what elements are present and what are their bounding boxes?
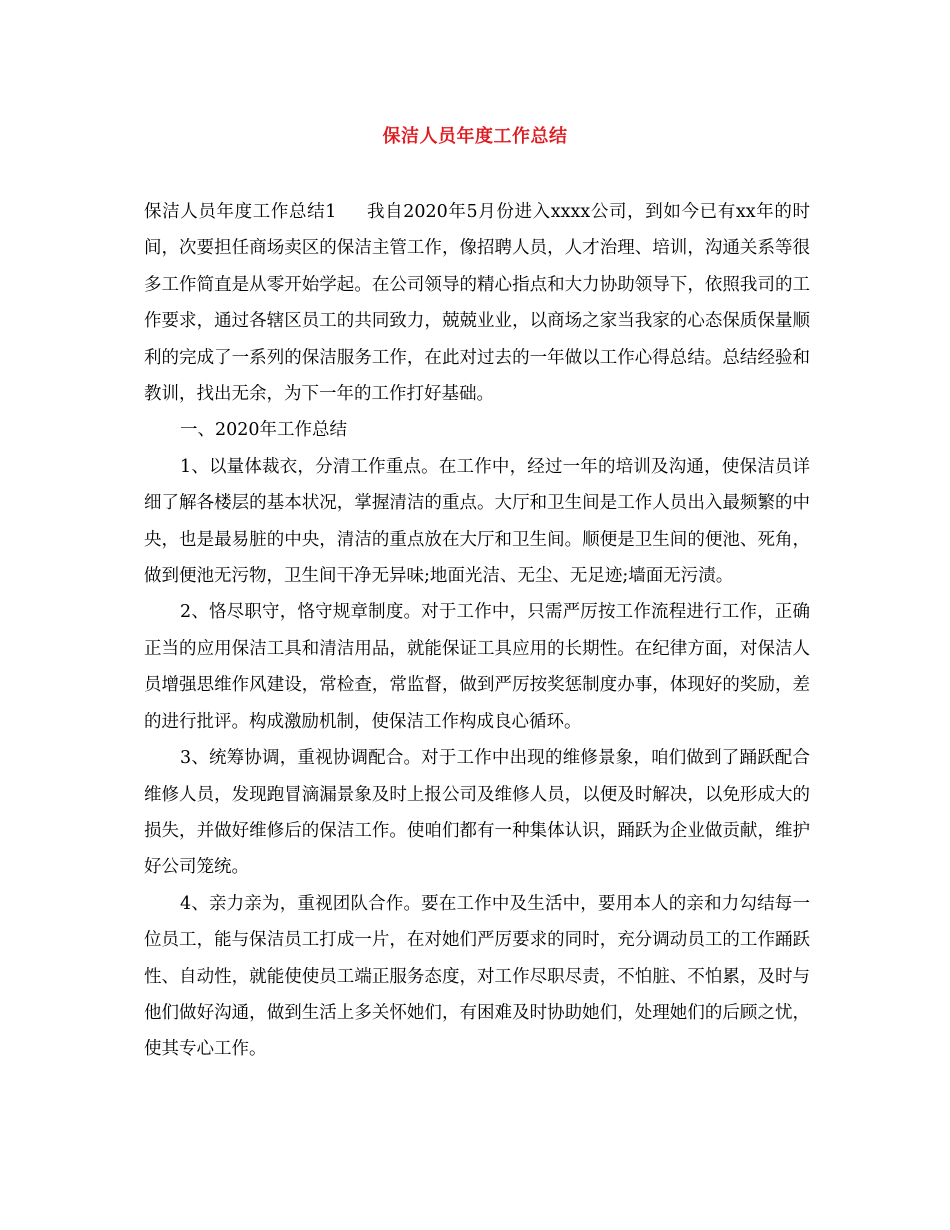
document-body (144, 194, 810, 1068)
paragraph-item-1: 1、以量体裁衣，分清工作重点。在工作中，经过一年的培训及沟通，使保洁员详细了解各楼层的基本状况，掌握清洁的重点。大厅和卫生间是工作人员出入最频繁的中央，也是最易脏的中央，清洁的重点放在大厅和卫生间。顺便是卫生间的便池、死角，做到便池无污物，卫生间干净无异味;地面光洁、无尘、无足迹;墙面无污渍。 (144, 456, 810, 587)
intro-paragraph (144, 194, 810, 412)
paragraph-item-4: 4、亲力亲为，重视团队合作。要在工作中及生活中，要用本人的亲和力勾结每一位员工，能与保洁员工打成一片，在对她们严厉要求的同时，充分调动员工的工作踊跃性、自动性，就能使使员工端正服务态度，对工作尽职尽责，不怕脏、不怕累，及时与他们做好沟通，做到生活上多关怀她们，有困难及时协助她们，处理她们的后顾之忧，使其专心工作。 (144, 893, 810, 1060)
paragraph-item-3: 3、统筹协调，重视协调配合。对于工作中出现的维修景象，咱们做到了踊跃配合维修人员，发现跑冒滴漏景象及时上报公司及维修人员，以便及时解决，以免形成大的损失，并做好维修后的保洁工作。使咱们都有一种集体认识，踊跃为企业做贡献，维护好公司笼统。 (144, 748, 810, 878)
paragraph-item-2: 2、恪尽职守，恪守规章制度。对于工作中，只需严厉按工作流程进行工作，正确正当的应用保洁工具和清洁用品，就能保证工具应用的长期性。在纪律方面，对保洁人员增强思维作风建设，常检查，常监督，做到严厉按奖惩制度办事，体现好的奖励，差的进行批评。构成激励机制，使保洁工作构成良心循环。 (144, 602, 810, 732)
document-title: 保洁人员年度工作总结 (382, 126, 568, 147)
section-label: 保洁人员年度工作总结1 (144, 202, 337, 222)
paragraph-text: 我自2020年5月份进入xxxx公司，到如今已有xx年的时间，次要担任商场卖区的保洁主管工作，像招聘人员，人才治理、培训，沟通关系等很多工作简直是从零开始学起。在公司领导的精心指点和大力协助领导下，依照我司的工作要求，通过各辖区员工的共同致力，兢兢业业，以商场之家当我家的心态保质保量顺利的完成了一系列的保洁服务工作，在此对过去的一年做以工作心得总结。总结经验和教训，找出无余，为下一年的工作打好基础。 (144, 202, 810, 405)
section-heading: 一、2020年工作总结 (180, 420, 348, 441)
